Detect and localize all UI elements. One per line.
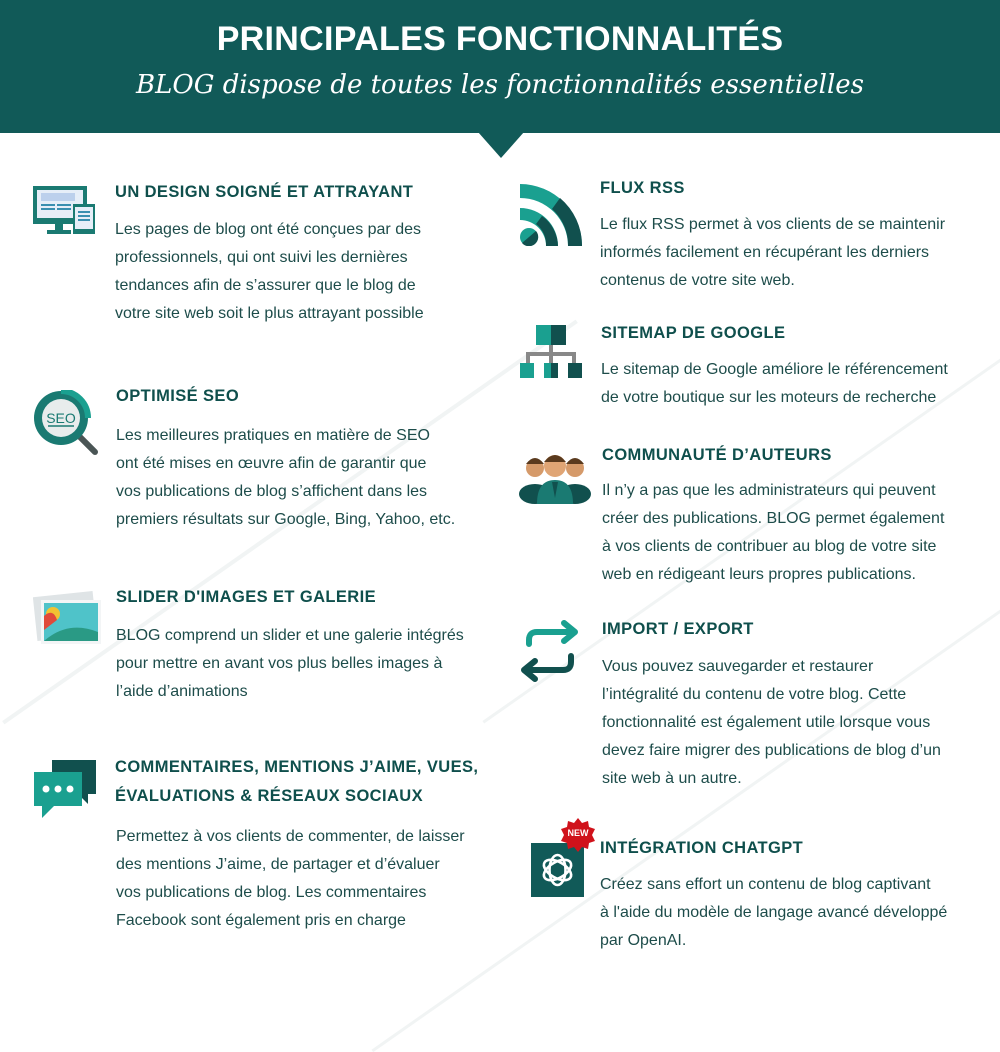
new-badge <box>561 818 595 852</box>
description-line: Le flux RSS permet à vos clients de se maintenir <box>600 216 946 233</box>
feature-description <box>600 871 947 955</box>
description-line: Il n’y a pas que les administrateurs qui peuvent <box>602 482 936 499</box>
feature-description <box>116 622 464 706</box>
description-line: premiers résultats sur Google, Bing, Yahoo, etc. <box>116 511 456 528</box>
description-line: vos publications de blog. Les commentaires <box>116 884 427 901</box>
description-line: l’intégralité du contenu de votre blog. Cette <box>602 686 907 703</box>
description-line: vos publications de blog s’affichent dans les <box>116 483 428 500</box>
seo-magnifier-icon <box>33 390 99 461</box>
responsive-design-icon <box>33 186 97 241</box>
description-line: Les meilleures pratiques en matière de SEO <box>116 427 430 444</box>
feature-title: COMMENTAIRES, MENTIONS J’AIME, VUES, <box>115 758 479 776</box>
description-line: pour mettre en avant vos plus belles images à <box>116 655 443 672</box>
new-badge-label: NEW <box>567 828 589 838</box>
feature-description <box>602 477 944 589</box>
feature-description <box>602 653 941 793</box>
feature-title: FLUX RSS <box>600 179 685 197</box>
feature-title: SLIDER D'IMAGES ET GALERIE <box>116 588 377 606</box>
description-line: à l'aide du modèle de langage avancé développé <box>600 904 948 921</box>
description-line: ont été mises en œuvre afin de garantir que <box>116 455 427 472</box>
description-line: des mentions J’aime, de partager et d’évaluer <box>116 856 440 873</box>
description-line: informés facilement en récupérant les derniers <box>600 244 930 261</box>
sitemap-icon <box>520 325 582 383</box>
page-title: PRINCIPALES FONCTIONNALITÉS <box>216 20 784 58</box>
description-line: par OpenAI. <box>600 932 687 949</box>
image-gallery-icon <box>33 590 103 651</box>
description-line: Le sitemap de Google améliore le référencement <box>601 361 948 378</box>
page-subtitle: BLOG dispose de toutes les fonctionnalités essentielles <box>136 70 864 100</box>
description-line: professionnels, qui ont suivi les dernières <box>115 249 408 266</box>
header-banner <box>0 0 1000 133</box>
description-line: Facebook sont également pris en charge <box>116 912 406 929</box>
description-line: Vous pouvez sauvegarder et restaurer <box>602 658 874 675</box>
authors-group-icon <box>519 450 591 509</box>
feature-description <box>116 823 465 935</box>
feature-title: SITEMAP DE GOOGLE <box>601 324 786 342</box>
description-line: créer des publications. BLOG permet également <box>602 510 945 527</box>
feature-description <box>116 422 455 534</box>
description-line: de votre boutique sur les moteurs de recherche <box>601 389 937 406</box>
feature-description <box>115 216 424 328</box>
description-line: Créez sans effort un contenu de blog captivant <box>600 876 931 893</box>
description-line: web en rédigeant leurs propres publications. <box>602 566 916 583</box>
description-line: Permettez à vos clients de commenter, de laisser <box>116 828 465 845</box>
svg-text:SEO: SEO <box>46 410 76 426</box>
description-line: tendances afin de s’assurer que le blog de <box>115 277 416 294</box>
feature-title: COMMUNAUTÉ D’AUTEURS <box>602 446 832 464</box>
description-line: contenus de votre site web. <box>600 272 795 289</box>
description-line: fonctionnalité est également utile lorsque vous <box>602 714 931 731</box>
feature-title: IMPORT / EXPORT <box>602 620 754 638</box>
description-line: BLOG comprend un slider et une galerie intégrés <box>116 627 464 644</box>
description-line: devez faire migrer des publications de blog d’un <box>602 742 941 759</box>
header-pointer <box>478 132 524 158</box>
feature-description <box>600 211 945 295</box>
import-export-arrows-icon <box>520 620 580 691</box>
feature-title: OPTIMISÉ SEO <box>116 387 240 405</box>
feature-title: ÉVALUATIONS & RÉSEAUX SOCIAUX <box>115 787 424 805</box>
feature-title: UN DESIGN SOIGNÉ ET ATTRAYANT <box>115 183 414 201</box>
description-line: votre site web soit le plus attrayant possible <box>115 305 424 322</box>
description-line: l’aide d’animations <box>116 683 248 700</box>
feature-description <box>601 356 948 412</box>
description-line: site web à un autre. <box>602 770 742 787</box>
description-line: à vos clients de contribuer au blog de votre site <box>602 538 937 555</box>
feature-title: INTÉGRATION CHATGPT <box>600 839 804 857</box>
description-line: Les pages de blog ont été conçues par des <box>115 221 421 238</box>
rss-icon <box>520 184 582 251</box>
chat-bubbles-icon <box>32 758 100 825</box>
